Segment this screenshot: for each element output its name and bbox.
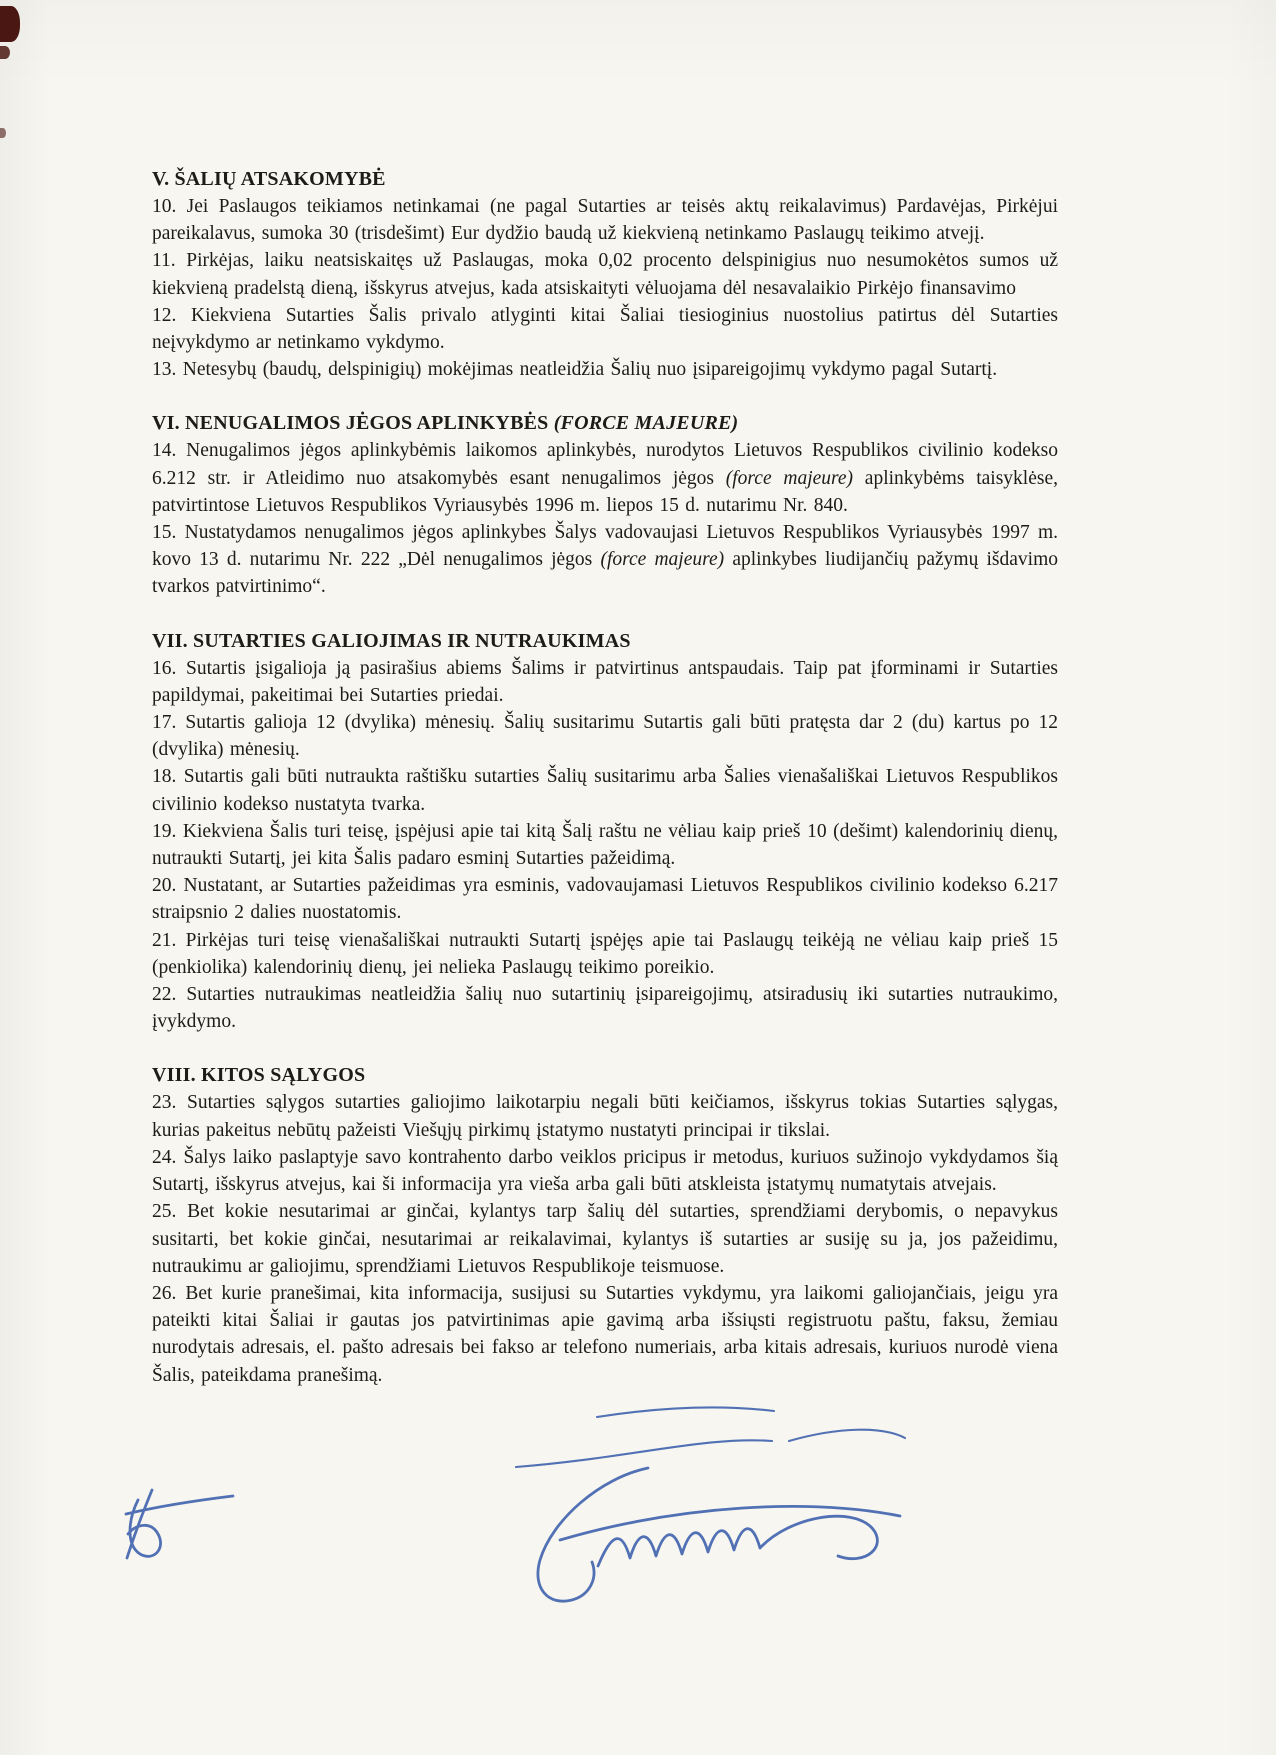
contract-paragraph <box>152 302 1058 356</box>
contract-paragraph <box>152 763 1058 817</box>
text-segment: 17. Sutartis galioja 12 (dvylika) mėnesių. Šalių susitarimu Sutartis gali būti pratęsta dar 2 (du) kartus po 12 (dvylika) mėnesių. <box>152 712 1058 761</box>
contract-paragraph <box>152 981 1058 1035</box>
text-segment: 23. Sutarties sąlygos sutarties galiojimo laikotarpiu negali būti keičiamos, išskyrus tokias Sutarties sąlygas, kurias pakeitus nebūtų pažeisti Viešųjų pirkimų įstatymo nustatyti principai ir tikslai. <box>152 1092 1058 1141</box>
text-segment: 18. Sutartis gali būti nutraukta raštišku sutarties Šalių susitarimu arba Šalies vienašališkai Lietuvos Respublikos civilinio kodekso nustatyta tvarka. <box>152 766 1058 815</box>
contract-paragraph <box>152 1280 1058 1389</box>
contract-section-vii-sutarties-galiojimas-ir-nutraukimas <box>152 628 1058 1036</box>
text-segment: 16. Sutartis įsigalioja ją pasirašius abiems Šalims ir patvirtinus antspaudais. Taip pat įforminami ir Sutarties papildymai, pakeitimai bei Sutarties priedai. <box>152 657 1058 706</box>
section-heading <box>152 628 1058 655</box>
contract-paragraph <box>152 1198 1058 1280</box>
text-segment: aplinkybėms taisyklėse, patvirtintose Lietuvos Respublikos Vyriausybės 1996 m. liepos 15 d. nutarimu Nr. 840. <box>152 467 1058 516</box>
pen-strike-over-text <box>597 1407 774 1417</box>
italic-text-segment: (force majeure) <box>725 467 854 489</box>
text-segment: 14. Nenugalimos jėgos aplinkybėmis laikomos aplinkybės, nurodytos Lietuvos Respublikos civilinio kodekso 6.212 str. ir Atleidimo nuo atsakomybės esant nenugalimos jėgos <box>152 440 1058 489</box>
contract-paragraph <box>152 1144 1058 1198</box>
section-heading <box>152 410 1058 437</box>
scan-edge-artifact <box>0 128 6 138</box>
text-segment: VII. SUTARTIES GALIOJIMAS IR NUTRAUKIMAS <box>152 629 631 652</box>
text-segment: 22. Sutarties nutraukimas neatleidžia šalių nuo sutartinių įsipareigojimų, atsiradusių iki sutarties nutraukimo, įvykdymo. <box>152 984 1058 1033</box>
text-segment: V. ŠALIŲ ATSAKOMYBĖ <box>152 168 386 190</box>
contract-paragraph <box>152 927 1058 981</box>
contract-paragraph <box>152 356 1058 383</box>
text-segment: 25. Bet kokie nesutarimai ar ginčai, kylantys tarp šalių dėl sutarties, sprendžiami derybomis, o nepavykus susitarti, bet kokie ginčai, nesutarimai ar reikalavimai, kylantys iš sutarties ar susiję su ja, jos pažeidimu, nutraukimu ar galiojimu, sprendžiami Lietuvos Respublikoje teismuose. <box>152 1201 1058 1277</box>
contract-paragraph <box>152 247 1058 301</box>
contract-paragraph <box>152 437 1058 519</box>
text-segment: VI. NENUGALIMOS JĖGOS APLINKYBĖS <box>152 412 554 435</box>
section-heading <box>152 166 1058 193</box>
scan-edge-artifact <box>0 6 20 42</box>
text-segment: 11. Pirkėjas, laiku neatsiskaitęs už Paslaugas, moka 0,02 procento delspinigius nuo nesumokėtos sumos už kiekvieną pradelstą dieną, išskyrus atvejus, kada atsiskaityti vėluojama dėl nesavalaikio Pirkėjo finansavimo <box>152 250 1058 299</box>
text-segment: 15. Nustatydamos nenugalimos jėgos aplinkybes Šalys vadovaujasi Lietuvos Respublikos Vyriausybės 1997 m. kovo 13 d. nutarimu Nr. 222 „Dėl nenugalimos jėgos <box>152 522 1058 571</box>
text-segment: 10. Jei Paslaugos teikiamos netinkamai (ne pagal Sutarties ar teisės aktų reikalavimus) Pardavėjas, Pirkėjui pareikalavus, sumoka 30 (trisdešimt) Eur dydžio baudą už kiekvieną netinkamo Paslaugų teikimo atvejį. <box>152 196 1058 245</box>
contract-section-vi-nenugalimos-jegos-aplinkybes <box>152 410 1058 600</box>
text-segment: 12. Kiekviena Sutarties Šalis privalo atlyginti kitai Šaliai tiesioginius nuostolius patirtus dėl Sutarties neįvykdymo ar netinkamo vykdymo. <box>152 304 1058 354</box>
text-segment: 21. Pirkėjas turi teisę vienašališkai nutraukti Sutartį įspėjęs apie tai Paslaugų teikėją ne vėliau kaip prieš 15 (penkiolika) kalendorinių dienų, jei nelieka Paslaugų teikimo poreikio. <box>152 929 1058 978</box>
section-heading <box>152 1062 1058 1089</box>
pen-underline-swoosh <box>516 1440 772 1467</box>
document-body <box>152 166 1058 1389</box>
contract-paragraph <box>152 709 1058 763</box>
contract-paragraph <box>152 519 1058 601</box>
signature-left <box>126 1490 233 1558</box>
italic-text-segment: (force majeure) <box>600 549 725 571</box>
italic-text-segment: (FORCE MAJEURE) <box>553 412 739 435</box>
pen-underline-swoosh <box>789 1430 905 1441</box>
scan-edge-artifact <box>0 46 10 59</box>
contract-paragraph <box>152 655 1058 709</box>
text-segment: VIII. KITOS SĄLYGOS <box>152 1064 366 1087</box>
contract-section-viii-kitos-salygos <box>152 1062 1058 1388</box>
contract-paragraph <box>152 1089 1058 1143</box>
text-segment: 19. Kiekviena Šalis turi teisę, įspėjusi apie tai kitą Šalį raštu ne vėliau kaip prieš 10 (dešimt) kalendorinių dienų, nutraukti Sutartį, jei kita Šalis padaro esminį Sutarties pažeidimą. <box>152 820 1058 870</box>
text-segment: 13. Netesybų (baudų, delspinigių) mokėjimas neatleidžia Šalių nuo įsipareigojimų vykdymo pagal Sutartį. <box>152 359 998 381</box>
signature-center <box>538 1468 900 1601</box>
text-segment: 20. Nustatant, ar Sutarties pažeidimas yra esminis, vadovaujamasi Lietuvos Respublikos civilinio kodekso 6.217 straipsnio 2 dalies nuostatomis. <box>152 875 1058 924</box>
contract-section-v-saliu-atsakomybe <box>152 166 1058 383</box>
text-segment: 24. Šalys laiko paslaptyje savo kontrahento darbo veiklos pricipus ir metodus, kuriuos sužinojo vykdydamos šią Sutartį, išskyrus atvejus, kai ši informacija yra vieša arba gali būti atskleista įstatymų numatytais atvejais. <box>152 1146 1058 1196</box>
text-segment: 26. Bet kurie pranešimai, kita informacija, susijusi su Sutarties vykdymu, yra laikomi galiojančiais, jeigu yra pateikti kitai Šaliai ir gautas jos patvirtinimas apie gavimą arba išsiųsti registruotu paštu, faksu, žemiau nurodytais adresais, el. pašto adresais bei fakso ar telefono numeriais, arba kitais adresais, kuriuos nurodė viena Šalis, pateikdama pranešimą. <box>152 1282 1058 1386</box>
contract-paragraph <box>152 872 1058 926</box>
text-segment: aplinkybes liudijančių pažymų išdavimo tvarkos patvirtinimo“. <box>152 549 1059 598</box>
contract-paragraph <box>152 818 1058 872</box>
contract-paragraph <box>152 193 1058 247</box>
